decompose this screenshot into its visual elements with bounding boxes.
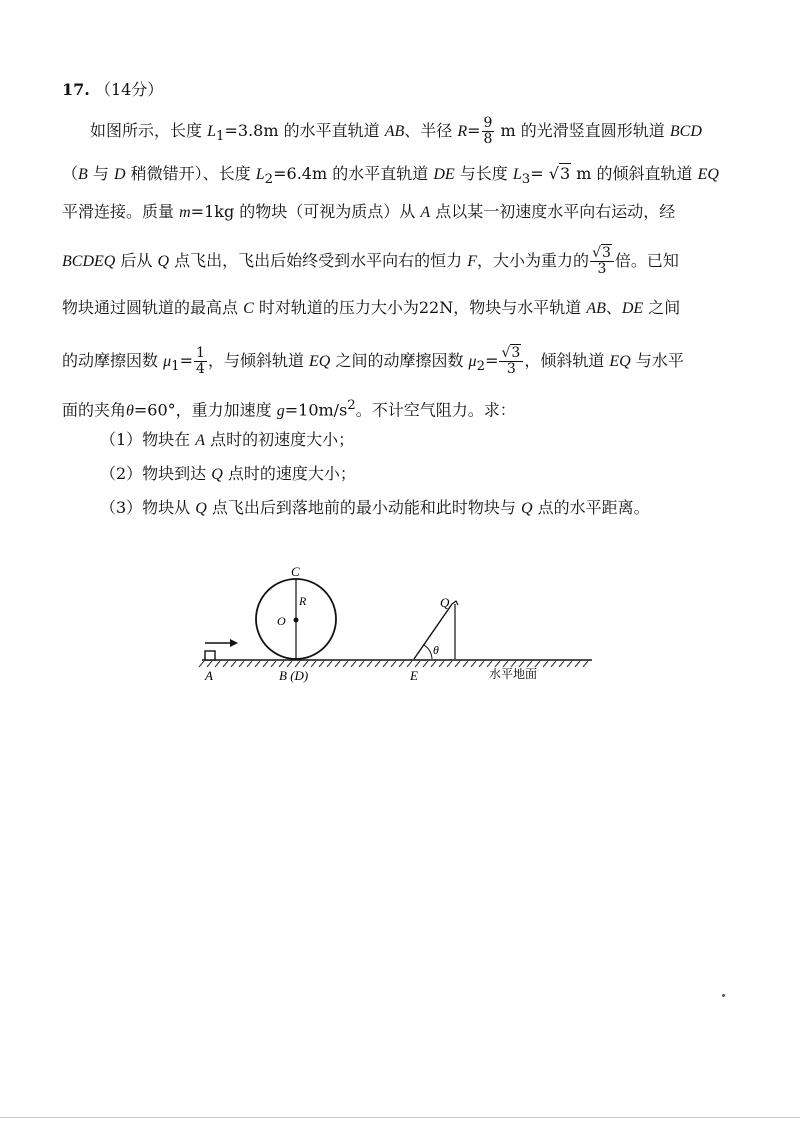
question-1: （1）物块在 A 点时的初速度大小； [100, 430, 355, 449]
problem-number: 17. [62, 80, 90, 99]
label-ground: 水平地面 [489, 667, 538, 681]
text-line-4: BCDEQ 后从 Q 点飞出，飞出后始终受到水平向右的恒力 F，大小为重力的 $\frac{√3}{3}$ 倍。已知 [62, 245, 679, 277]
label-A: A [205, 668, 213, 683]
text-line-1: 如图所示，长度 $L_1=3.8m$ 的水平直轨道 AB、半径 R= $\frac{9}{8}$ m 的光滑竖直圆形轨道 BCD [90, 115, 702, 147]
label-Q: Q [440, 595, 450, 610]
text-line-7: 面的夹角θ=60°，重力加速度 $g=10m/s^2$。不计空气阻力。求： [62, 398, 516, 420]
angle-arc [424, 645, 432, 659]
page-bottom-edge [0, 1117, 800, 1118]
label-theta: θ [433, 643, 439, 657]
problem-score: （14分） [94, 80, 164, 99]
block [205, 651, 215, 660]
fraction-sqrt3-3: $\frac{√3}{3}$ [590, 246, 614, 277]
label-R: R [299, 594, 307, 608]
question-3: （3）物块从 Q 点飞出后到落地前的最小动能和此时物块与 Q 点的水平距离。 [100, 498, 650, 517]
label-B-D: B (D) [279, 668, 309, 683]
fraction-9-8: $\frac{9}{8}$ [483, 115, 493, 147]
label-E: E [410, 668, 418, 683]
text-line-5: 物块通过圆轨道的最高点 C 时对轨道的压力大小为22N，物块与水平轨道 AB、DE 之间 [62, 298, 681, 317]
fraction-1-4: $\frac{1}{4}$ [196, 345, 205, 377]
question-2: （2）物块到达 Q 点时的速度大小； [100, 464, 356, 483]
fraction-sqrt3-3-b: $\frac{√3}{3}$ [499, 346, 523, 377]
arrow-head-icon [230, 639, 238, 647]
label-C: C [291, 564, 300, 579]
text-line-3: 平滑连接。质量 m=1kg 的物块（可视为质点）从 A 点以某一初速度水平向右运动，经 [62, 202, 676, 221]
text-line-6: 的动摩擦因数 $\mu_1=$ $\frac{1}{4}$ ，与倾斜轨道 EQ 之间的动摩擦因数 $\mu_2=$ $\frac{√3}{3}$ ，倾斜轨道 EQ 与水平 [62, 345, 684, 377]
label-O: O [277, 614, 286, 628]
center-dot [294, 618, 299, 623]
text-line-2: （B 与 D 稍微错开）、长度 $L_2=6.4m$ 的水平直轨道 DE 与长度 $L_3= √3$ m 的倾斜直轨道 EQ [62, 164, 719, 188]
